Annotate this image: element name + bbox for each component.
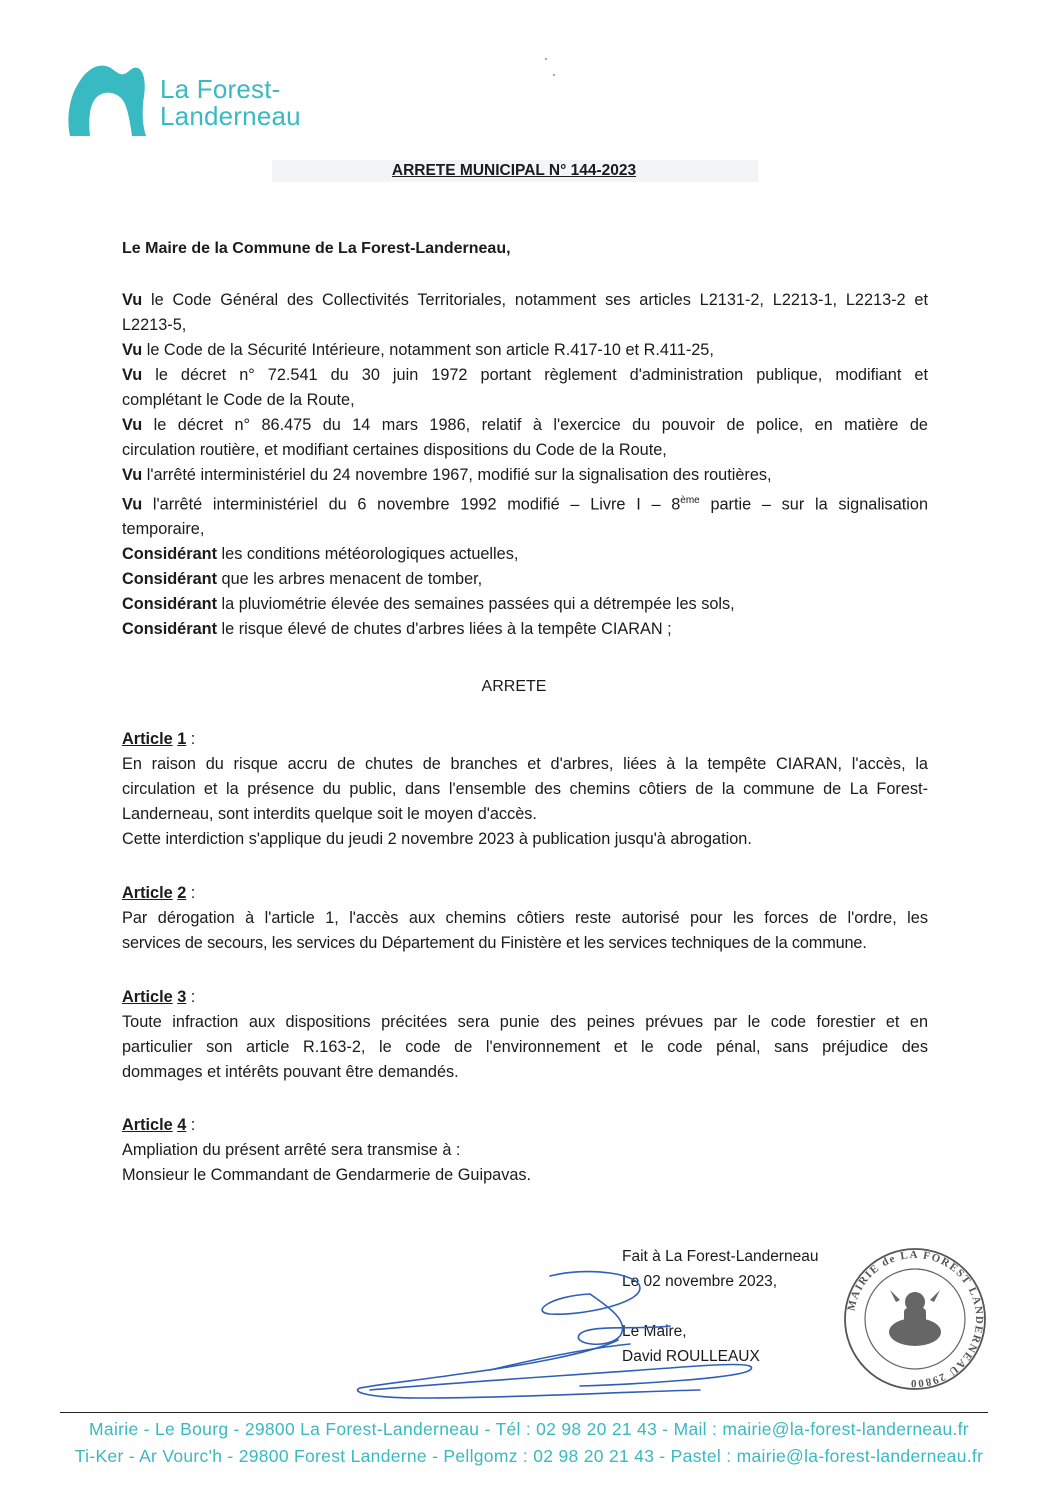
article-heading: Article 1 : xyxy=(122,730,196,748)
document-title: ARRETE MUNICIPAL N° 144-2023 xyxy=(391,162,637,179)
handwritten-signature xyxy=(340,1258,780,1408)
visa-item: Vu le Code de la Sécurité Intérieure, notamment son article R.417-10 et R.411-25, xyxy=(122,341,714,359)
considerant-item: Considérant que les arbres menacent de tomber, xyxy=(122,570,483,589)
preamble-heading: Le Maire de la Commune de La Forest-Landerneau, xyxy=(122,240,511,257)
scan-artifact xyxy=(553,74,555,76)
svg-text:MAIRIE de LA FOREST LANDERNEAU: MAIRIE de LA FOREST LANDERNEAU 29800 xyxy=(845,1248,986,1390)
logo-line-2: Landerneau xyxy=(160,101,301,131)
visa-item: Vu le décret n° 72.541 du 30 juin 1972 portant règlement d'administration publique, modifiant et complétant le Code de la Route, xyxy=(122,366,928,409)
logo-wordmark xyxy=(160,76,301,130)
considerant-item: Considérant la pluviométrie élevée des semaines passées qui a détrempée les sols, xyxy=(122,595,735,614)
arch-logo-icon xyxy=(62,62,152,138)
signature-role: Le Maire, xyxy=(622,1323,687,1340)
visa-item: Vu le décret n° 86.475 du 14 mars 1986, relatif à l'exercice du pouvoir de police, en matière de circulation routière, et modifiant certaines dispositions du Code de la Route, xyxy=(122,416,928,459)
considerant-item: Considérant les conditions météorologiques actuelles, xyxy=(122,545,519,564)
scan-artifact xyxy=(545,58,547,60)
article-1: Article 1 : En raison du risque accru de chutes de branches et d'arbres, liées à la tempête CIARAN, l'accès, la circulation et la présence du public, dans l'ensemble des chemins côtiers de la commune de La Forest- Landerneau, sont interdits quelque soit le moyen d'accès. Cette interdiction s'applique du jeudi 2 novembre 2023 à publication jusqu'à abrogation. xyxy=(122,727,928,852)
footer-address-br: Ti-Ker - Ar Vourc'h - 29800 Forest Landerne - Pellgomz : 02 98 20 21 43 - Pastel : mairie@la-forest-landerneau.fr xyxy=(74,1446,984,1466)
visa-item: Vu le Code Général des Collectivités Territoriales, notamment ses articles L2131-2, L2213-1, L2213-2 et L2213-5, xyxy=(122,291,928,334)
footer-divider xyxy=(60,1412,988,1413)
logo-line-1: La Forest- xyxy=(160,74,281,104)
official-seal-icon xyxy=(840,1244,990,1394)
article-3: Article 3 : Toute infraction aux dispositions précitées sera punie des peines prévues par le code forestier et en particulier son article R.163-2, le code de l'environnement et le code pénal, sans préjudice des dommages et intérêts pouvant être demandés. xyxy=(122,985,928,1085)
footer-address-fr: Mairie - Le Bourg - 29800 La Forest-Landerneau - Tél : 02 98 20 21 43 - Mail : mairie@la-forest-landerneau.fr xyxy=(89,1419,969,1439)
considerant-item: Considérant le risque élevé de chutes d'arbres liées à la tempête CIARAN ; xyxy=(122,620,672,639)
visa-item: Vu l'arrêté interministériel du 24 novembre 1967, modifié sur la signalisation des routières, xyxy=(122,466,772,484)
article-2: Article 2 : Par dérogation à l'article 1, l'accès aux chemins côtiers reste autorisé pour les forces de l'ordre, les services de secours, les services du Département du Finistère et les services techniques de la commune. xyxy=(122,881,928,956)
signature-place: Fait à La Forest-Landerneau xyxy=(622,1248,819,1265)
signature-name: David ROULLEAUX xyxy=(622,1348,760,1365)
municipality-logo xyxy=(62,62,302,142)
article-heading: Article 3 : xyxy=(122,988,196,1006)
article-4: Article 4 : Ampliation du présent arrêté sera transmise à : Monsieur le Commandant de Gendarmerie de Guipavas. xyxy=(122,1113,928,1188)
visas-block xyxy=(122,288,928,642)
signature-date: Le 02 novembre 2023, xyxy=(622,1273,778,1290)
visa-item: Vu l'arrêté interministériel du 6 novembre 1992 modifié – Livre I – 8ème partie – sur la signalisation temporaire, xyxy=(122,495,928,539)
arrete-label: ARRETE xyxy=(481,678,547,695)
article-heading: Article 2 : xyxy=(122,884,196,902)
article-heading: Article 4 : xyxy=(122,1116,196,1134)
